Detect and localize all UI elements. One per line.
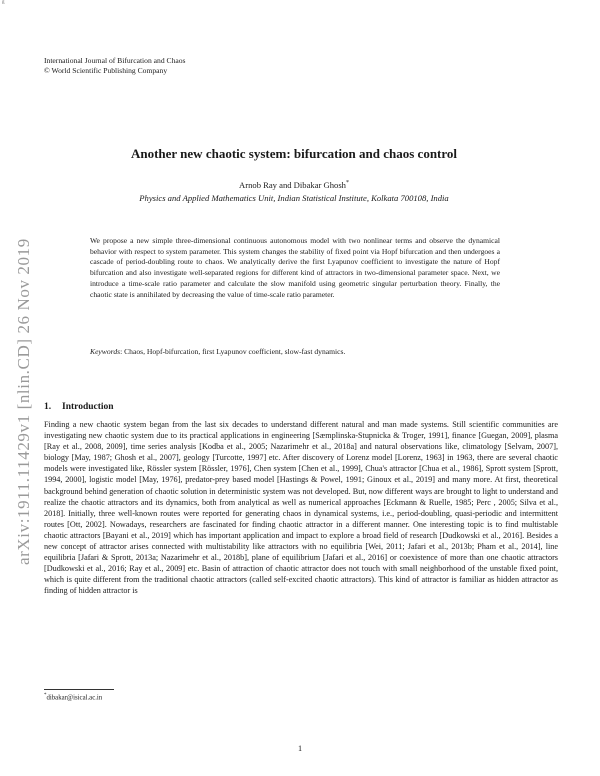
author-footnote-mark: * bbox=[345, 180, 349, 187]
abstract: We propose a new simple three-dimensional continuous autonomous model with two nonlinear terms and observe the dynamical behavior with respect to system parameter. This system changes the stability of fixed point via Hopf bifurcation and then undergoes a cascade of period-doubling route to chaos. We analytically derive the first Lyapunov coefficient to investigate the nature of Hopf bifurcation and also investigate well-separated regions for different kind of attractors in two-dimensional parameter space. Next, we introduce a time-scale ratio parameter and calculate the slow manifold using geometric singular perturbation theory. Finally, the chaotic state is annihilated by decreasing the value of time-scale ratio parameter. bbox=[90, 236, 500, 299]
journal-copyright: © World Scientific Publishing Company bbox=[44, 66, 168, 75]
page-number: 1 bbox=[297, 744, 303, 753]
keywords-list: : Chaos, Hopf-bifurcation, first Lyapunov coefficient, slow-fast dynamics. bbox=[120, 347, 346, 356]
section-title: Introduction bbox=[62, 402, 114, 412]
section-heading bbox=[44, 402, 114, 412]
paper-title: Another new chaotic system: bifurcation and chaos control bbox=[130, 146, 458, 161]
footnote-divider bbox=[44, 689, 114, 690]
journal-name: International Journal of Bifurcation and Chaos bbox=[44, 56, 186, 65]
footnote-mark: * bbox=[44, 693, 47, 698]
page-corner-mark: g bbox=[2, 0, 5, 5]
footnote-email: dibakar@isical.ac.in bbox=[46, 694, 103, 702]
keywords-label: Keywords bbox=[90, 347, 121, 356]
author-line bbox=[44, 180, 544, 190]
affiliation: Physics and Applied Mathematics Unit, Indian Statistical Institute, Kolkata 700108, India bbox=[139, 193, 449, 203]
section-number: 1. bbox=[44, 402, 52, 412]
keywords bbox=[90, 347, 500, 356]
arxiv-identifier: arXiv:1911.11429v1 [nlin.CD] 26 Nov 2019 bbox=[14, 238, 33, 565]
footnote bbox=[44, 693, 102, 701]
journal-header bbox=[44, 56, 186, 76]
introduction-text: Finding a new chaotic system began from the last six decades to understand different natural and man made systems. Still scientific communities are investigating new chaotic system due to its practical applications in engineering [Sæmplinska-Stupnicka & Troger, 1991], finance [Guegan, 2009], plasma [Ray et al., 2008, 2009], time series analysis [Kodba et al., 2005; Nazarimehr et al., 2018a] and natural observations like, climatology [Selvam, 2007], biology [May, 1987; Ghosh et al., 2007], geology [Turcotte, 1997] etc. After discovery of Lorenz model [Lorenz, 1963] in 1963, there are several chaotic models were investigated like, Rössler system [Rössler, 1976], Chen system [Chen et al., 1999], Chua's attractor [Chua et al., 1986], Sprott system [Sprott, 1994, 2000], logistic model [May, 1976], predator-prey based model [Hastings & Powel, 1991; Ginoux et al., 2019] and many more. At first, theoretical background behind generation of chaotic solution in deterministic system was not developed. But, now different ways are brought to light to understand and realize the chaotic attractors and its dynamics, both from analytical as well as numerical approaches [Eckmann & Ruelle, 1985; Perc , 2005; Silva et al., 2018]. Initially, three well-known routes were reported for generating chaos in dynamical systems, i.e., period-doubling, quasi-periodic and intermittent routes [Ott, 2002]. Nowadays, researchers are fascinated for finding chaotic attractor in a different manner. One interesting topic is to find multistable chaotic attractors [Bayani et al., 2019] which has important application and impact to explore a broad field of research [Dudkowski et al., 2016]. Besides a new concept of attractor arises connected with multistability like attractors with no equilibria [Wei, 2011; Jafari et al., 2013b; Pham et al., 2014], line equilibria [Jafari & Sprott, 2013a; Nazarimehr et al., 2018b], plane of equilibrium [Jafari et al., 2016] or coexistence of more than one chaotic attractors [Dudkowski et al., 2016; Ray et al., 2009] etc. Basin of attraction of chaotic attractor does not touch with small neighborhood of the unstable fixed point, which is quite different from the traditional chaotic attractors (called self-excited chaotic attractors). This kind of attractor is familiar as hidden attractor as finding of hidden attractor is bbox=[44, 420, 558, 596]
authors: Arnob Ray and Dibakar Ghosh bbox=[239, 180, 346, 190]
